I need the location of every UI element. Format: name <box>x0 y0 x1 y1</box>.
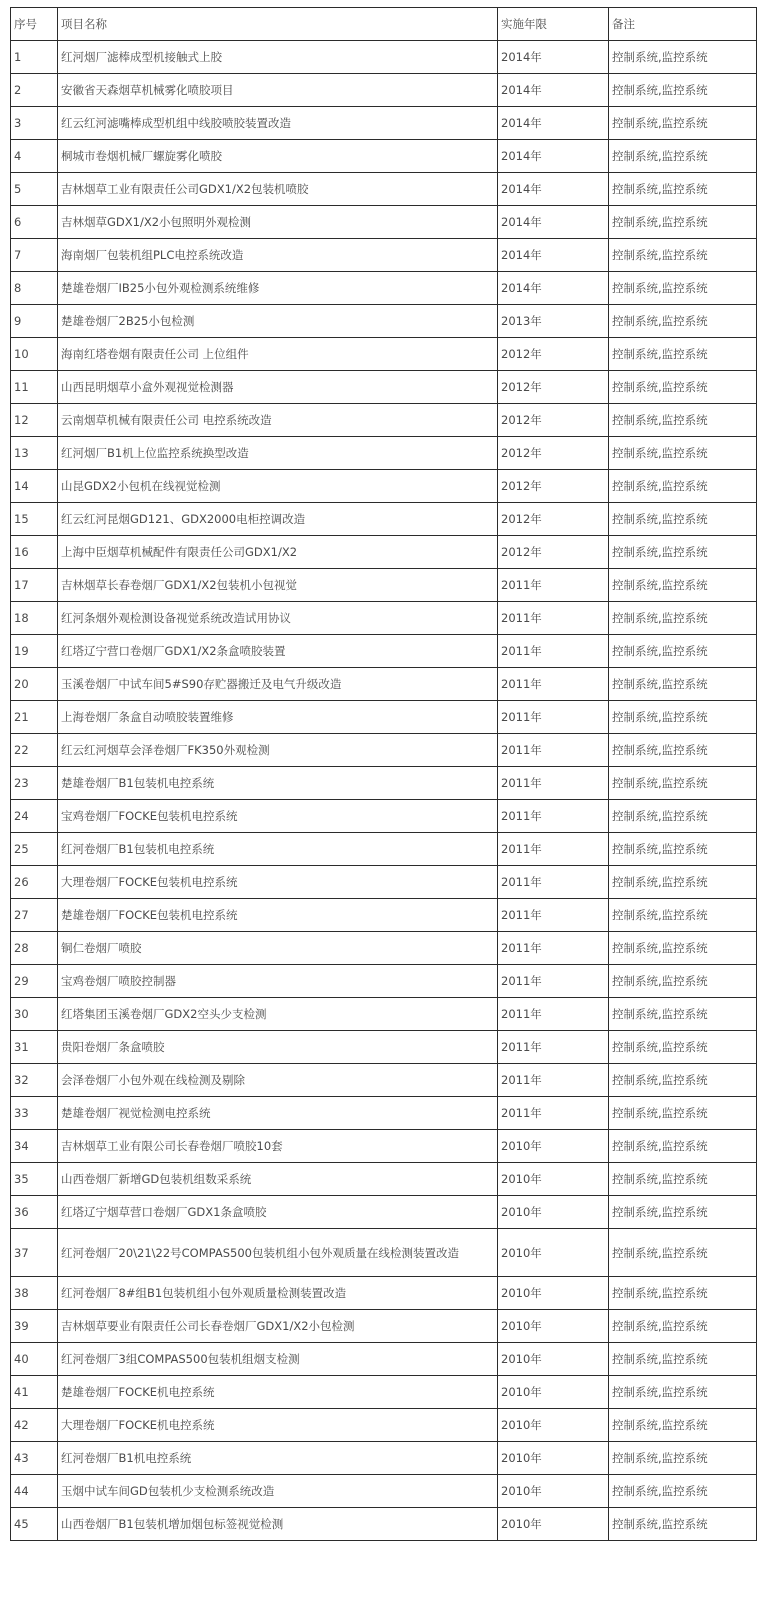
cell-note: 控制系统,监控系统 <box>609 503 757 536</box>
cell-note: 控制系统,监控系统 <box>609 1409 757 1442</box>
cell-no: 32 <box>11 1064 58 1097</box>
cell-year: 2011年 <box>498 800 609 833</box>
cell-project-name: 宝鸡卷烟厂FOCKE包装机电控系统 <box>58 800 498 833</box>
cell-note: 控制系统,监控系统 <box>609 734 757 767</box>
table-row <box>11 239 757 272</box>
table-header <box>11 8 757 41</box>
cell-note: 控制系统,监控系统 <box>609 701 757 734</box>
cell-no: 40 <box>11 1343 58 1376</box>
cell-year: 2011年 <box>498 767 609 800</box>
cell-project-name: 楚雄卷烟厂B1包装机电控系统 <box>58 767 498 800</box>
cell-year: 2011年 <box>498 668 609 701</box>
cell-project-name: 红云红河昆烟GD121、GDX2000电柜控调改造 <box>58 503 498 536</box>
table-row <box>11 173 757 206</box>
table-row <box>11 635 757 668</box>
table-row <box>11 272 757 305</box>
table-row <box>11 800 757 833</box>
cell-project-name: 桐城市卷烟机械厂螺旋雾化喷胶 <box>58 140 498 173</box>
cell-no: 19 <box>11 635 58 668</box>
cell-project-name: 宝鸡卷烟厂喷胶控制器 <box>58 965 498 998</box>
cell-project-name: 红河卷烟厂8#组B1包装机组小包外观质量检测装置改造 <box>58 1277 498 1310</box>
cell-note: 控制系统,监控系统 <box>609 668 757 701</box>
cell-project-name: 玉烟中试车间GD包装机少支检测系统改造 <box>58 1475 498 1508</box>
table-row <box>11 998 757 1031</box>
cell-year: 2010年 <box>498 1442 609 1475</box>
cell-project-name: 红河卷烟厂B1包装机电控系统 <box>58 833 498 866</box>
cell-year: 2011年 <box>498 866 609 899</box>
cell-year: 2010年 <box>498 1508 609 1541</box>
table-row <box>11 1229 757 1277</box>
cell-note: 控制系统,监控系统 <box>609 371 757 404</box>
table-row <box>11 1409 757 1442</box>
cell-project-name: 山西卷烟厂新增GD包装机组数采系统 <box>58 1163 498 1196</box>
cell-year: 2010年 <box>498 1196 609 1229</box>
cell-no: 14 <box>11 470 58 503</box>
cell-no: 29 <box>11 965 58 998</box>
cell-project-name: 楚雄卷烟厂IB25小包外观检测系统维修 <box>58 272 498 305</box>
cell-no: 41 <box>11 1376 58 1409</box>
cell-project-name: 楚雄卷烟厂2B25小包检测 <box>58 305 498 338</box>
cell-year: 2012年 <box>498 371 609 404</box>
cell-project-name: 山西昆明烟草小盒外观视觉检测器 <box>58 371 498 404</box>
project-table <box>10 7 757 1541</box>
cell-year: 2010年 <box>498 1277 609 1310</box>
cell-year: 2014年 <box>498 140 609 173</box>
cell-year: 2011年 <box>498 833 609 866</box>
cell-note: 控制系统,监控系统 <box>609 1163 757 1196</box>
cell-note: 控制系统,监控系统 <box>609 800 757 833</box>
table-row <box>11 569 757 602</box>
cell-project-name: 楚雄卷烟厂FOCKE包装机电控系统 <box>58 899 498 932</box>
cell-note: 控制系统,监控系统 <box>609 767 757 800</box>
cell-note: 控制系统,监控系统 <box>609 305 757 338</box>
table-row <box>11 701 757 734</box>
table-row <box>11 470 757 503</box>
cell-no: 44 <box>11 1475 58 1508</box>
cell-no: 7 <box>11 239 58 272</box>
cell-year: 2013年 <box>498 305 609 338</box>
cell-note: 控制系统,监控系统 <box>609 173 757 206</box>
cell-no: 3 <box>11 107 58 140</box>
table-row <box>11 503 757 536</box>
cell-project-name: 吉林烟草工业有限责任公司GDX1/X2包装机喷胶 <box>58 173 498 206</box>
cell-no: 25 <box>11 833 58 866</box>
table-row <box>11 833 757 866</box>
cell-no: 45 <box>11 1508 58 1541</box>
cell-note: 控制系统,监控系统 <box>609 998 757 1031</box>
cell-no: 6 <box>11 206 58 239</box>
cell-no: 15 <box>11 503 58 536</box>
table-row <box>11 1343 757 1376</box>
table-row <box>11 404 757 437</box>
cell-project-name: 吉林烟草要业有限责任公司长春卷烟厂GDX1/X2小包检测 <box>58 1310 498 1343</box>
cell-project-name: 海南红塔卷烟有限责任公司 上位组件 <box>58 338 498 371</box>
cell-note: 控制系统,监控系统 <box>609 965 757 998</box>
cell-project-name: 安徽省天森烟草机械雾化喷胶项目 <box>58 74 498 107</box>
cell-no: 22 <box>11 734 58 767</box>
cell-no: 28 <box>11 932 58 965</box>
cell-project-name: 铜仁卷烟厂喷胶 <box>58 932 498 965</box>
cell-note: 控制系统,监控系统 <box>609 866 757 899</box>
cell-note: 控制系统,监控系统 <box>609 833 757 866</box>
header-row <box>11 8 757 41</box>
cell-year: 2012年 <box>498 470 609 503</box>
cell-no: 1 <box>11 41 58 74</box>
table-row <box>11 932 757 965</box>
table-row <box>11 107 757 140</box>
cell-year: 2011年 <box>498 1097 609 1130</box>
header-no: 序号 <box>11 8 58 41</box>
cell-note: 控制系统,监控系统 <box>609 1196 757 1229</box>
cell-project-name: 红云红河滤嘴棒成型机组中线胶喷胶装置改造 <box>58 107 498 140</box>
cell-project-name: 楚雄卷烟厂FOCKE机电控系统 <box>58 1376 498 1409</box>
table-row <box>11 371 757 404</box>
table-row <box>11 1277 757 1310</box>
cell-year: 2011年 <box>498 701 609 734</box>
cell-note: 控制系统,监控系统 <box>609 239 757 272</box>
table-row <box>11 1163 757 1196</box>
cell-project-name: 山昆GDX2小包机在线视觉检测 <box>58 470 498 503</box>
cell-year: 2012年 <box>498 503 609 536</box>
cell-note: 控制系统,监控系统 <box>609 1343 757 1376</box>
cell-project-name: 海南烟厂包装机组PLC电控系统改造 <box>58 239 498 272</box>
cell-no: 20 <box>11 668 58 701</box>
cell-note: 控制系统,监控系统 <box>609 272 757 305</box>
cell-project-name: 大理卷烟厂FOCKE机电控系统 <box>58 1409 498 1442</box>
cell-project-name: 云南烟草机械有限责任公司 电控系统改造 <box>58 404 498 437</box>
table-row <box>11 1310 757 1343</box>
cell-no: 26 <box>11 866 58 899</box>
cell-year: 2010年 <box>498 1409 609 1442</box>
cell-note: 控制系统,监控系统 <box>609 1508 757 1541</box>
table-row <box>11 734 757 767</box>
cell-note: 控制系统,监控系统 <box>609 536 757 569</box>
cell-project-name: 红河卷烟厂20\21\22号COMPAS500包装机组小包外观质量在线检测装置改造 <box>58 1229 498 1277</box>
cell-no: 38 <box>11 1277 58 1310</box>
cell-no: 35 <box>11 1163 58 1196</box>
table-body <box>11 41 757 1541</box>
cell-note: 控制系统,监控系统 <box>609 41 757 74</box>
cell-project-name: 红河烟厂B1机上位监控系统换型改造 <box>58 437 498 470</box>
cell-no: 24 <box>11 800 58 833</box>
cell-no: 5 <box>11 173 58 206</box>
cell-note: 控制系统,监控系统 <box>609 338 757 371</box>
cell-note: 控制系统,监控系统 <box>609 1031 757 1064</box>
cell-year: 2011年 <box>498 734 609 767</box>
cell-year: 2014年 <box>498 41 609 74</box>
cell-note: 控制系统,监控系统 <box>609 470 757 503</box>
table-row <box>11 1376 757 1409</box>
cell-year: 2011年 <box>498 569 609 602</box>
cell-year: 2014年 <box>498 206 609 239</box>
cell-note: 控制系统,监控系统 <box>609 206 757 239</box>
cell-project-name: 贵阳卷烟厂条盒喷胶 <box>58 1031 498 1064</box>
cell-project-name: 红塔辽宁营口卷烟厂GDX1/X2条盒喷胶装置 <box>58 635 498 668</box>
cell-note: 控制系统,监控系统 <box>609 107 757 140</box>
cell-year: 2012年 <box>498 536 609 569</box>
table-row <box>11 206 757 239</box>
header-note: 备注 <box>609 8 757 41</box>
table-row <box>11 1064 757 1097</box>
cell-project-name: 吉林烟草GDX1/X2小包照明外观检测 <box>58 206 498 239</box>
table-row <box>11 866 757 899</box>
cell-note: 控制系统,监控系统 <box>609 602 757 635</box>
cell-no: 31 <box>11 1031 58 1064</box>
cell-no: 27 <box>11 899 58 932</box>
cell-no: 16 <box>11 536 58 569</box>
cell-no: 30 <box>11 998 58 1031</box>
cell-note: 控制系统,监控系统 <box>609 1130 757 1163</box>
cell-no: 21 <box>11 701 58 734</box>
cell-year: 2012年 <box>498 404 609 437</box>
header-name: 项目名称 <box>58 8 498 41</box>
table-row <box>11 602 757 635</box>
cell-note: 控制系统,监控系统 <box>609 404 757 437</box>
cell-project-name: 红云红河烟草会泽卷烟厂FK350外观检测 <box>58 734 498 767</box>
cell-note: 控制系统,监控系统 <box>609 140 757 173</box>
table-row <box>11 1508 757 1541</box>
cell-project-name: 会泽卷烟厂小包外观在线检测及剔除 <box>58 1064 498 1097</box>
table-row <box>11 668 757 701</box>
cell-year: 2011年 <box>498 932 609 965</box>
cell-year: 2014年 <box>498 107 609 140</box>
cell-note: 控制系统,监控系统 <box>609 569 757 602</box>
table-row <box>11 1196 757 1229</box>
cell-no: 12 <box>11 404 58 437</box>
cell-year: 2011年 <box>498 965 609 998</box>
cell-year: 2014年 <box>498 74 609 107</box>
table-row <box>11 1442 757 1475</box>
cell-no: 11 <box>11 371 58 404</box>
table-row <box>11 1130 757 1163</box>
cell-no: 34 <box>11 1130 58 1163</box>
cell-project-name: 楚雄卷烟厂视觉检测电控系统 <box>58 1097 498 1130</box>
cell-project-name: 红塔集团玉溪卷烟厂GDX2空头少支检测 <box>58 998 498 1031</box>
cell-year: 2011年 <box>498 602 609 635</box>
cell-note: 控制系统,监控系统 <box>609 74 757 107</box>
header-year: 实施年限 <box>498 8 609 41</box>
cell-year: 2011年 <box>498 635 609 668</box>
cell-project-name: 红河卷烟厂3组COMPAS500包装机组烟支检测 <box>58 1343 498 1376</box>
cell-year: 2011年 <box>498 899 609 932</box>
cell-project-name: 吉林烟草工业有限公司长春卷烟厂喷胶10套 <box>58 1130 498 1163</box>
cell-project-name: 吉林烟草长春卷烟厂GDX1/X2包装机小包视觉 <box>58 569 498 602</box>
cell-no: 39 <box>11 1310 58 1343</box>
cell-no: 10 <box>11 338 58 371</box>
table-row <box>11 338 757 371</box>
table-row <box>11 767 757 800</box>
cell-note: 控制系统,监控系统 <box>609 1277 757 1310</box>
cell-note: 控制系统,监控系统 <box>609 437 757 470</box>
cell-year: 2014年 <box>498 173 609 206</box>
cell-year: 2010年 <box>498 1376 609 1409</box>
table-row <box>11 140 757 173</box>
cell-year: 2010年 <box>498 1310 609 1343</box>
cell-note: 控制系统,监控系统 <box>609 1442 757 1475</box>
table-row <box>11 41 757 74</box>
table-row <box>11 1031 757 1064</box>
cell-project-name: 红河条烟外观检测设备视觉系统改造试用协议 <box>58 602 498 635</box>
cell-note: 控制系统,监控系统 <box>609 1475 757 1508</box>
cell-year: 2010年 <box>498 1163 609 1196</box>
cell-project-name: 红河卷烟厂B1机电控系统 <box>58 1442 498 1475</box>
cell-no: 9 <box>11 305 58 338</box>
cell-year: 2012年 <box>498 338 609 371</box>
cell-no: 13 <box>11 437 58 470</box>
cell-no: 23 <box>11 767 58 800</box>
cell-note: 控制系统,监控系统 <box>609 1376 757 1409</box>
cell-note: 控制系统,监控系统 <box>609 899 757 932</box>
cell-note: 控制系统,监控系统 <box>609 1229 757 1277</box>
table-row <box>11 305 757 338</box>
cell-project-name: 玉溪卷烟厂中试车间5#S90存贮器搬迁及电气升级改造 <box>58 668 498 701</box>
table-row <box>11 536 757 569</box>
cell-no: 37 <box>11 1229 58 1277</box>
cell-note: 控制系统,监控系统 <box>609 1097 757 1130</box>
cell-no: 4 <box>11 140 58 173</box>
cell-year: 2011年 <box>498 1064 609 1097</box>
cell-year: 2011年 <box>498 1031 609 1064</box>
cell-no: 8 <box>11 272 58 305</box>
cell-year: 2011年 <box>498 998 609 1031</box>
cell-project-name: 红河烟厂滤棒成型机接触式上胶 <box>58 41 498 74</box>
cell-no: 42 <box>11 1409 58 1442</box>
cell-year: 2012年 <box>498 437 609 470</box>
table-row <box>11 74 757 107</box>
table-row <box>11 965 757 998</box>
cell-no: 36 <box>11 1196 58 1229</box>
cell-year: 2010年 <box>498 1475 609 1508</box>
cell-year: 2010年 <box>498 1130 609 1163</box>
cell-project-name: 上海卷烟厂条盒自动喷胶装置维修 <box>58 701 498 734</box>
cell-no: 2 <box>11 74 58 107</box>
cell-note: 控制系统,监控系统 <box>609 635 757 668</box>
cell-project-name: 上海中臣烟草机械配件有限责任公司GDX1/X2 <box>58 536 498 569</box>
cell-year: 2014年 <box>498 272 609 305</box>
table-row <box>11 899 757 932</box>
table-row <box>11 1475 757 1508</box>
cell-note: 控制系统,监控系统 <box>609 932 757 965</box>
cell-no: 18 <box>11 602 58 635</box>
cell-no: 43 <box>11 1442 58 1475</box>
cell-project-name: 山西卷烟厂B1包装机增加烟包标签视觉检测 <box>58 1508 498 1541</box>
cell-year: 2010年 <box>498 1343 609 1376</box>
cell-year: 2014年 <box>498 239 609 272</box>
cell-project-name: 红塔辽宁烟草营口卷烟厂GDX1条盒喷胶 <box>58 1196 498 1229</box>
cell-note: 控制系统,监控系统 <box>609 1064 757 1097</box>
cell-note: 控制系统,监控系统 <box>609 1310 757 1343</box>
cell-no: 33 <box>11 1097 58 1130</box>
cell-project-name: 大理卷烟厂FOCKE包装机电控系统 <box>58 866 498 899</box>
table-row <box>11 437 757 470</box>
table-row <box>11 1097 757 1130</box>
cell-no: 17 <box>11 569 58 602</box>
cell-year: 2010年 <box>498 1229 609 1277</box>
